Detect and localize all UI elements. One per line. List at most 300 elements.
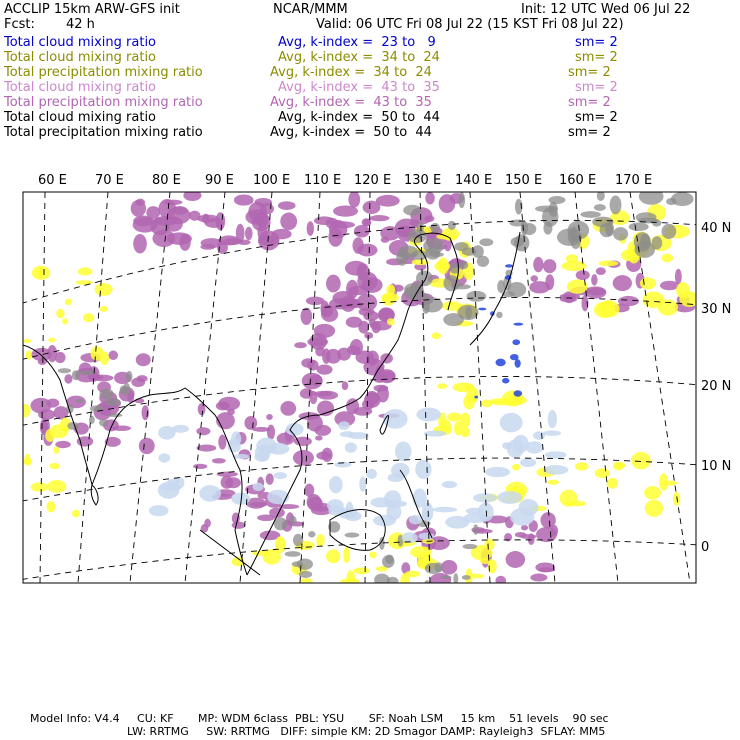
field-blob-yellow [673, 492, 680, 506]
field-blob-gray [72, 370, 80, 380]
field-blob-purple [294, 342, 307, 348]
field-blob-yellow [54, 446, 60, 453]
field-blob-lightblue [432, 507, 457, 512]
field-blob-gray [459, 261, 468, 269]
field-blob-gray [407, 229, 427, 243]
field-blob-purple [576, 270, 590, 280]
field-blob-yellow [100, 306, 108, 312]
field-blob-purple [363, 311, 379, 321]
field-blob-lightblue [543, 430, 561, 435]
field-avg: Avg, k-index = 34 to 24 [278, 50, 440, 65]
field-blob-gray [423, 238, 444, 254]
field-blob-purple [64, 374, 72, 384]
field-blob-lightblue [442, 481, 457, 488]
field-sm: sm= 2 [568, 95, 611, 110]
field-name: Total precipitation mixing ratio [4, 65, 203, 80]
field-blob-purple [425, 192, 435, 205]
field-blob-lightblue [424, 431, 447, 437]
field-blob-purple [30, 398, 51, 414]
field-blob-gray [274, 517, 288, 530]
field-blob-purple [280, 213, 297, 231]
field-blob-yellow [326, 549, 340, 563]
field-blob-blue [513, 323, 523, 326]
field-blob-gray [610, 195, 622, 214]
field-avg: Avg, k-index = 50 to 44 [270, 125, 432, 140]
lon-label: 120 E [354, 173, 392, 188]
field-blob-purple [333, 205, 358, 216]
field-blob-blue [512, 339, 520, 345]
field-blob-purple [133, 217, 158, 232]
field-blob-yellow [78, 267, 93, 275]
field-blob-purple [613, 275, 632, 291]
field-blob-blue [478, 308, 486, 311]
field-blob-gray [440, 575, 452, 579]
field-blob-purple [136, 353, 151, 366]
field-blob-purple [307, 221, 314, 236]
field-blob-lightblue [409, 515, 422, 525]
field-blob-yellow [482, 400, 493, 408]
field-blob-purple [596, 267, 606, 275]
field-blob-purple [585, 286, 607, 298]
field-blob-blue [514, 390, 523, 396]
field-sm: sm= 2 [575, 35, 618, 50]
field-blob-gray [308, 531, 315, 537]
field-avg: Avg, k-index = 50 to 44 [278, 110, 440, 125]
field-blob-purple [345, 261, 367, 276]
field-blob-purple [193, 464, 207, 469]
field-blob-lightblue [416, 408, 441, 422]
field-blob-gray [297, 558, 313, 570]
field-blob-yellow [512, 464, 520, 471]
field-blob-yellow [347, 570, 356, 586]
field-blob-lightblue [199, 485, 221, 502]
field-blob-purple [266, 414, 273, 420]
field-blob-yellow [354, 567, 370, 574]
lon-label: 70 E [95, 173, 124, 188]
field-blob-purple [218, 435, 226, 450]
field-blob-yellow [72, 510, 80, 518]
field-blob-purple [495, 576, 506, 586]
field-blob-purple [369, 215, 389, 221]
field-blob-gray [105, 398, 120, 406]
field-blob-lightblue [286, 423, 304, 436]
field-name: Total cloud mixing ratio [4, 80, 157, 95]
field-blob-blue [496, 359, 506, 367]
field-blob-purple [550, 525, 558, 537]
field-blob-yellow [24, 454, 30, 465]
field-blob-yellow [640, 277, 656, 289]
lat-label: 30 N [701, 302, 732, 317]
field-blob-gray [458, 192, 465, 208]
field-blob-purple [232, 522, 246, 529]
field-blob-lightblue [548, 410, 557, 428]
field-blob-blue [474, 396, 478, 399]
lon-label: 100 E [253, 173, 291, 188]
field-blob-lightblue [329, 476, 343, 493]
field-blob-purple [204, 519, 211, 528]
field-blob-gray [522, 223, 536, 235]
field-avg: Avg, k-index = 23 to 9 [278, 35, 436, 50]
field-blob-yellow [410, 546, 431, 558]
field-blob-yellow [661, 254, 673, 263]
field-blob-yellow [95, 283, 113, 296]
field-blob-yellow [432, 332, 441, 339]
field-blob-gray [472, 245, 484, 258]
field-blob-lightblue [497, 491, 522, 504]
field-blob-gray [605, 222, 614, 237]
field-blob-gray [448, 221, 456, 230]
field-blob-purple [238, 240, 251, 245]
field-blob-yellow [547, 480, 559, 485]
field-blob-yellow [453, 382, 474, 392]
field-blob-purple [304, 484, 314, 497]
field-blob-yellow [447, 413, 462, 422]
field-blob-lightblue [338, 421, 350, 430]
lon-label: 160 E [559, 173, 597, 188]
field-blob-purple [307, 415, 323, 432]
field-blob-purple [535, 562, 555, 572]
field-blob-purple [139, 438, 155, 454]
field-blob-yellow [46, 501, 55, 512]
field-blob-purple [441, 560, 457, 574]
field-blob-lightblue [500, 413, 523, 432]
field-blob-purple [506, 551, 526, 568]
field-blob-purple [136, 199, 145, 206]
field-blob-purple [250, 502, 267, 507]
field-blob-gray [430, 223, 440, 233]
lon-label: 150 E [505, 173, 543, 188]
field-blob-gray [79, 370, 95, 375]
field-blob-gray [466, 291, 486, 302]
field-blob-purple [520, 534, 536, 539]
field-blob-gray [479, 238, 493, 246]
field-blob-yellow [434, 261, 450, 271]
field-blob-purple [245, 227, 253, 240]
lat-label: 0 [701, 540, 710, 555]
field-blob-purple [357, 294, 378, 312]
field-blob-purple [381, 237, 390, 243]
field-blob-blue [515, 359, 521, 368]
field-blob-yellow [343, 547, 350, 563]
field-blob-gray [425, 563, 442, 574]
field-blob-lightblue [533, 431, 545, 440]
field-blob-purple [196, 427, 210, 435]
field-blob-lightblue [340, 431, 356, 437]
field-blob-gray [374, 574, 390, 587]
lon-label: 140 E [455, 173, 493, 188]
field-blob-gray [465, 306, 472, 319]
field-blob-gray [443, 313, 464, 326]
field-blob-gray [285, 551, 301, 557]
field-blob-yellow [23, 339, 31, 343]
field-blob-yellow [595, 468, 610, 478]
field-blob-yellow [575, 462, 589, 470]
field-blob-purple [189, 211, 201, 221]
field-name: Total cloud mixing ratio [4, 110, 157, 125]
field-blob-purple [321, 307, 338, 322]
field-blob-gray [496, 312, 502, 318]
field-blob-purple [430, 573, 452, 587]
field-name: Total cloud mixing ratio [4, 50, 157, 65]
field-blob-purple [266, 473, 274, 484]
field-blob-purple [533, 257, 543, 272]
field-blob-yellow [463, 395, 474, 409]
field-blob-blue [505, 264, 513, 267]
field-blob-purple [306, 297, 324, 306]
field-blob-yellow [480, 558, 492, 564]
lon-label: 110 E [304, 173, 342, 188]
field-blob-gray [417, 221, 424, 234]
field-sm: sm= 2 [568, 125, 611, 140]
field-blob-gray [580, 211, 600, 218]
field-blob-yellow [369, 551, 377, 558]
field-blob-gray [462, 575, 471, 580]
field-blob-lightblue [158, 453, 170, 462]
field-blob-lightblue [233, 454, 250, 459]
field-blob-gray [639, 188, 664, 205]
model-info-line1: Model Info: V4.4 CU: KF MP: WDM 6class PBL: YSU SF: Noah LSM 15 km 51 levels 90 sec [30, 712, 609, 725]
field-blob-purple [326, 275, 341, 293]
field-blob-purple [293, 450, 314, 466]
field-blob-gray [58, 368, 71, 373]
field-sm: sm= 2 [575, 50, 618, 65]
field-blob-lightblue [158, 426, 175, 440]
field-blob-purple [322, 448, 333, 462]
field-blob-gray [108, 413, 122, 417]
field-blob-lightblue [334, 462, 351, 468]
field-blob-yellow [50, 424, 68, 438]
field-blob-gray [454, 242, 468, 251]
field-blob-purple [361, 277, 382, 292]
field-blob-purple [256, 212, 269, 227]
field-blob-gray [99, 419, 108, 427]
field-name: Total cloud mixing ratio [4, 35, 157, 50]
field-blob-purple [212, 458, 226, 463]
field-blob-purple [348, 191, 360, 208]
field-blob-purple [221, 476, 233, 489]
field-blob-lightblue [485, 467, 510, 477]
field-blob-purple [315, 436, 323, 441]
field-blob-gray [345, 533, 360, 538]
field-blob-lightblue [345, 511, 362, 521]
field-blob-gray [662, 224, 677, 239]
field-blob-lightblue [513, 435, 529, 453]
field-blob-yellow [50, 463, 60, 469]
field-blob-yellow [91, 346, 104, 360]
field-blob-yellow [615, 462, 626, 468]
field-blob-gray [289, 516, 296, 525]
field-blob-yellow [405, 571, 420, 578]
field-blob-yellow [32, 266, 51, 280]
field-blob-purple [591, 274, 597, 285]
field-blob-purple [146, 206, 160, 219]
field-blob-purple [317, 365, 333, 375]
field-blob-purple [545, 274, 554, 290]
field-blob-gray [99, 388, 113, 399]
field-blob-purple [301, 358, 314, 367]
field-blob-lightblue [415, 460, 431, 479]
field-blob-purple [216, 402, 230, 411]
field-blob-lightblue [149, 505, 169, 516]
field-blob-yellow [48, 338, 56, 343]
field-blob-purple [133, 234, 147, 254]
field-blob-purple [326, 218, 339, 229]
field-blob-purple [342, 381, 349, 390]
field-sm: sm= 2 [575, 80, 618, 95]
field-blob-purple [521, 525, 528, 531]
field-blob-lightblue [345, 442, 357, 452]
field-blob-purple [179, 234, 190, 251]
lon-label: 130 E [404, 173, 442, 188]
field-blob-lightblue [418, 533, 434, 540]
field-blob-gray [613, 227, 628, 241]
field-blob-gray [403, 205, 421, 216]
field-blob-gray [571, 236, 581, 249]
field-blob-yellow [316, 534, 325, 547]
field-avg: Avg, k-index = 43 to 35 [270, 95, 432, 110]
field-sm: sm= 2 [575, 110, 618, 125]
field-blob-gray [120, 385, 128, 394]
field-blob-gray [67, 422, 78, 430]
field-blob-gray [126, 371, 133, 382]
field-blob-gray [671, 192, 694, 206]
field-blob-lightblue [253, 483, 264, 491]
field-name: Total precipitation mixing ratio [4, 95, 203, 110]
field-blob-gray [635, 242, 655, 258]
field-blob-gray [594, 204, 606, 211]
field-blob-purple [202, 214, 209, 224]
field-blob-purple [364, 392, 381, 408]
field-blob-yellow [17, 404, 30, 418]
field-blob-purple [660, 281, 679, 290]
lat-label: 40 N [701, 221, 732, 236]
field-blob-purple [280, 401, 296, 416]
field-blob-purple [234, 194, 254, 205]
field-blob-yellow [31, 482, 48, 491]
field-blob-purple [344, 299, 356, 308]
field-blob-gray [473, 524, 478, 535]
field-blob-yellow [607, 478, 618, 489]
field-blob-yellow [598, 300, 620, 317]
field-blob-lightblue [473, 493, 497, 502]
field-blob-purple [255, 198, 272, 206]
field-blob-yellow [631, 452, 651, 469]
field-name: Total precipitation mixing ratio [4, 125, 203, 140]
field-blob-lightblue [267, 490, 289, 504]
field-blob-yellow [381, 293, 399, 303]
field-blob-purple [352, 237, 363, 254]
field-blob-gray [629, 222, 649, 231]
map-layers [0, 188, 700, 587]
field-blob-purple [108, 351, 118, 361]
field-blob-gray [542, 207, 558, 227]
field-blob-lightblue [520, 458, 536, 467]
field-blob-purple [376, 195, 400, 207]
field-blob-purple [278, 201, 296, 210]
field-blob-purple [302, 373, 323, 390]
field-blob-gray [75, 399, 84, 403]
field-blob-yellow [387, 318, 395, 325]
valid-time: Valid: 06 UTC Fri 08 Jul 22 (15 KST Fri 08 Jul 22) [316, 17, 624, 32]
init-time: Init: 12 UTC Wed 06 Jul 22 [521, 2, 691, 17]
model-title: ACCLIP 15km ARW-GFS init [4, 2, 180, 17]
field-blob-purple [252, 427, 270, 432]
field-blob-purple [543, 259, 556, 273]
field-blob-lightblue [386, 500, 407, 507]
field-blob-yellow [47, 480, 66, 493]
lon-label: 90 E [205, 173, 234, 188]
org-label: NCAR/MMM [273, 2, 348, 17]
field-blob-gray [463, 544, 478, 549]
field-blob-yellow [560, 490, 578, 507]
field-blob-lightblue [174, 477, 184, 489]
field-blob-lightblue [422, 509, 430, 520]
field-blob-yellow [659, 473, 668, 491]
field-blob-purple [317, 400, 334, 416]
field-blob-yellow [62, 318, 68, 324]
field-blob-lightblue [510, 508, 534, 526]
field-blob-lightblue [255, 445, 271, 461]
field-avg: Avg, k-index = 34 to 24 [270, 65, 432, 80]
field-blob-purple [358, 321, 369, 334]
field-blob-blue [502, 378, 509, 384]
field-blob-purple [301, 308, 313, 325]
field-blob-yellow [645, 500, 663, 517]
lon-label: 170 E [615, 173, 653, 188]
field-blob-yellow [83, 313, 94, 322]
field-blob-purple [530, 574, 547, 582]
field-blob-purple [374, 385, 389, 392]
lon-label: 60 E [38, 173, 67, 188]
model-info-line2: LW: RRTMG SW: RRTMG DIFF: simple KM: 2D Smagor DAMP: Rayleigh3 SFLAY: MM5 [127, 725, 606, 738]
field-blob-purple [200, 244, 215, 250]
field-blob-purple [354, 225, 370, 238]
field-blob-purple [54, 406, 69, 419]
field-blob-yellow [56, 309, 64, 319]
field-blob-purple [272, 229, 292, 240]
field-blob-purple [134, 398, 144, 403]
field-blob-purple [314, 391, 332, 397]
field-blob-purple [47, 345, 57, 362]
field-avg: Avg, k-index = 43 to 35 [278, 80, 440, 95]
field-blob-purple [267, 425, 275, 440]
field-blob-purple [215, 212, 225, 230]
field-blob-yellow [598, 261, 618, 267]
field-blob-lightblue [395, 442, 411, 462]
field-blob-purple [372, 321, 381, 333]
field-blob-gray [385, 555, 393, 565]
field-sm: sm= 2 [568, 65, 611, 80]
field-blob-lightblue [525, 441, 543, 453]
field-blob-lightblue [413, 489, 427, 508]
field-blob-gray [429, 252, 444, 257]
field-blob-purple [439, 194, 456, 213]
field-blob-purple [531, 275, 538, 282]
fcst-value: 42 h [66, 17, 95, 32]
lat-label: 20 N [701, 379, 732, 394]
field-blob-gray [409, 284, 421, 296]
field-blob-lightblue [366, 469, 376, 479]
field-blob-lightblue [545, 451, 567, 458]
field-blob-purple [381, 371, 395, 382]
field-blob-purple [424, 215, 434, 222]
field-blob-yellow [644, 486, 661, 499]
field-blob-lightblue [543, 465, 568, 475]
field-blob-purple [326, 349, 342, 364]
field-blob-purple [131, 377, 145, 387]
lon-label: 80 E [152, 173, 181, 188]
field-blob-yellow [65, 299, 72, 306]
